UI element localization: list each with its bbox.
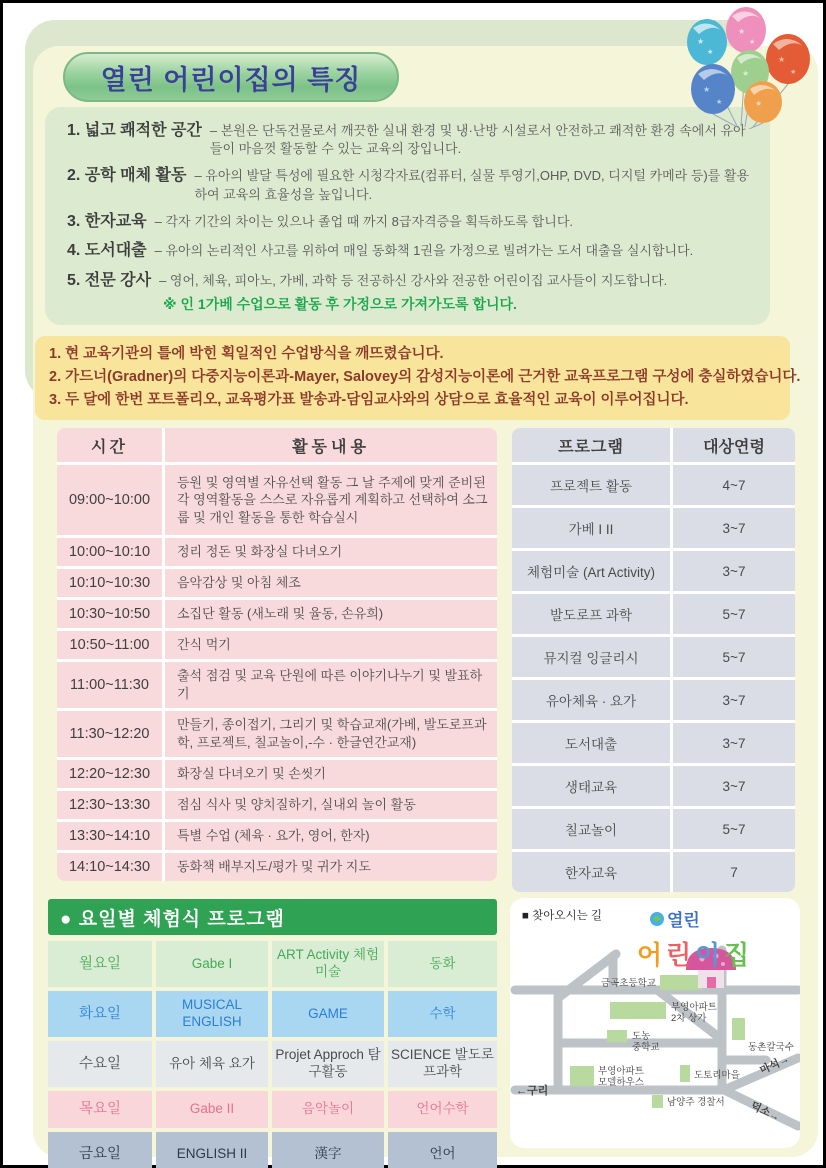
table-row — [512, 806, 795, 849]
age-cell: 4~7 — [670, 465, 795, 505]
day-cell: 수요일 — [48, 1041, 152, 1087]
schedule-header-time: 시간 — [91, 438, 128, 456]
age-cell: 3~7 — [670, 551, 795, 591]
weekly-cell: ENGLISH II — [156, 1132, 268, 1168]
table-row — [57, 708, 497, 757]
weekly-cell: 수학 — [388, 991, 497, 1037]
program-cell: 생태교육 — [564, 780, 618, 795]
table-row — [512, 505, 795, 548]
age-cell: 3~7 — [670, 680, 795, 720]
table-row — [57, 659, 497, 708]
feature-body: – 각자 기간의 차이는 있으나 졸업 때 까지 8급자격증을 획득하도록 합니다. — [154, 213, 573, 229]
feature-num: 5. — [67, 271, 81, 289]
svg-text:★: ★ — [738, 27, 746, 36]
svg-text:★: ★ — [707, 49, 714, 56]
table-row — [57, 850, 497, 881]
svg-text:★: ★ — [716, 99, 723, 106]
page-title: 열린 어린이집의 특징 — [100, 64, 362, 95]
activity-cell: 소집단 활동 (새노래 및 율동, 손유희) — [162, 600, 497, 628]
activity-cell: 정리 정돈 및 화장실 다녀오기 — [162, 538, 497, 566]
feature-body: – 유아의 논리적인 사고를 위하여 매일 동화책 1권을 가정으로 빌려가는 도서 대출을 실시합니다. — [154, 243, 694, 259]
weekly-section-title-bar — [48, 899, 497, 935]
highlight-line: 1. 현 교육기관의 틀에 박힌 획일적인 수업방식을 깨뜨렸습니다. — [49, 346, 444, 362]
weekly-cell: 음악놀이 — [272, 1091, 384, 1128]
logo-letter-4: 집 — [724, 940, 750, 970]
logo-line1: 열린 — [667, 911, 700, 930]
feature-note: ※ 인 1가베 수업으로 활동 후 가정으로 가져가도록 합니다. — [163, 295, 517, 312]
age-cell: 3~7 — [670, 723, 795, 763]
program-header-row — [512, 428, 795, 462]
table-row — [512, 763, 795, 806]
feature-num: 3. — [67, 212, 81, 230]
time-cell: 09:00~10:00 — [68, 492, 151, 508]
program-cell: 뮤지컬 잉글리시 — [543, 651, 639, 666]
map-place-police: 남양주 경찰서 — [667, 1097, 725, 1108]
weekly-section-title: ● 요일별 체험식 프로그램 — [60, 908, 285, 930]
program-cell: 유아체육 · 요가 — [545, 694, 637, 709]
activity-cell: 동화책 배부지도/평가 및 귀가 지도 — [162, 853, 497, 881]
time-cell: 12:30~13:30 — [68, 797, 151, 813]
program-cell: 칠교놀이 — [564, 823, 618, 838]
weekly-cell: 언어 — [388, 1132, 497, 1168]
table-row — [512, 849, 795, 892]
weekly-cell: 漢字 — [272, 1132, 384, 1168]
map-direction-guri: ←구리 — [516, 1085, 549, 1097]
weekly-cell: GAME — [272, 991, 384, 1037]
map-place-model-line1: 부영아파트 — [598, 1066, 644, 1077]
table-row — [512, 591, 795, 634]
features-box — [45, 107, 770, 325]
svg-text:★: ★ — [755, 99, 763, 108]
weekly-cell: 동화 — [388, 941, 497, 987]
program-cell: 도서대출 — [564, 737, 618, 752]
table-row — [48, 1132, 497, 1168]
map-place-school: 금곡초등학교 — [600, 978, 656, 989]
table-row — [48, 1041, 497, 1087]
table-row — [512, 548, 795, 591]
feature-body: – 본원은 단독건물로서 깨끗한 실내 환경 및 냉·난방 시설로서 안전하고 쾌적한 환경 속에서 유아들이 마음껏 활동할 수 있는 교육의 장입니다. — [209, 123, 746, 157]
feature-item — [67, 120, 752, 158]
weekly-cell: SCIENCE 발도로프과학 — [388, 1041, 497, 1087]
feature-heading: 전문 강사 — [84, 271, 152, 289]
age-cell: 5~7 — [670, 594, 795, 634]
activity-cell: 만들기, 종이접기, 그리기 및 학습교재(가베, 발도로프과학, 프로젝트, 칠교놀이,-수 · 한글연간교재) — [162, 711, 497, 757]
program-header-name: 프로그램 — [558, 438, 624, 456]
svg-text:★: ★ — [703, 85, 711, 94]
age-cell: 5~7 — [670, 809, 795, 849]
page-title-badge — [63, 52, 399, 102]
day-cell: 목요일 — [48, 1091, 152, 1128]
feature-heading: 넓고 쾌적한 공간 — [84, 122, 202, 139]
weekly-program-table — [48, 941, 497, 1168]
activity-cell: 특별 수업 (체육 · 요가, 영어, 한자) — [162, 822, 497, 850]
age-cell: 5~7 — [670, 637, 795, 677]
highlight-line: 3. 두 달에 한번 포트폴리오, 교육평가표 발송과-담임교사와의 상담으로 효율적인 교육이 이루어집니다. — [49, 392, 689, 408]
daily-schedule-table — [57, 428, 497, 881]
feature-item — [67, 240, 752, 262]
table-row — [57, 462, 497, 535]
table-row — [512, 677, 795, 720]
map-place-buyeong2-line2: 2차 상가 — [671, 1013, 707, 1024]
table-row — [512, 462, 795, 505]
day-cell: 금요일 — [48, 1132, 152, 1168]
program-cell: 가베 I II — [568, 522, 614, 537]
feature-item — [67, 270, 752, 292]
time-cell: 11:30~12:20 — [69, 726, 150, 742]
time-cell: 10:30~10:50 — [68, 606, 151, 622]
svg-text:★: ★ — [790, 69, 797, 76]
directions-map — [510, 898, 800, 1148]
feature-heading: 도서대출 — [84, 242, 147, 260]
map-place-model-line2: 모델하우스 — [598, 1077, 644, 1088]
activity-cell: 등원 및 영역별 자유선택 활동 그 날 주제에 맞게 준비된 각 영역활동을 스스로 자유롭게 계획하고 선택하여 소그룹 및 개인 활동을 통한 학습실시 — [162, 465, 497, 535]
svg-text:★: ★ — [778, 55, 786, 64]
weekly-cell: ART Activity 체험미술 — [272, 941, 384, 987]
feature-num: 4. — [67, 242, 81, 260]
feature-item — [67, 165, 752, 203]
activity-cell: 화장실 다녀오기 및 손씻기 — [162, 760, 497, 788]
map-direction-maseok: 마석→ — [758, 1052, 792, 1077]
activity-cell: 음악감상 및 아침 체조 — [162, 569, 497, 597]
time-cell: 14:10~14:30 — [68, 859, 151, 875]
table-row — [512, 634, 795, 677]
feature-item — [67, 211, 752, 233]
logo-letter-3: 이 — [695, 940, 721, 970]
svg-text:★: ★ — [749, 39, 756, 46]
feature-heading: 공학 매체 활동 — [84, 167, 187, 185]
weekly-cell: Projet Approch 탐구활동 — [272, 1041, 384, 1087]
feature-num: 1. — [67, 122, 81, 139]
map-place-donong-line2: 중학교 — [632, 1042, 660, 1053]
time-cell: 11:00~11:30 — [70, 677, 149, 693]
table-row — [57, 628, 497, 659]
activity-cell: 간식 먹기 — [162, 631, 497, 659]
age-cell: 7 — [670, 852, 795, 892]
map-direction-deokso: 덕소→ — [748, 1099, 782, 1124]
day-cell: 월요일 — [48, 941, 152, 987]
weekly-cell: MUSICAL ENGLISH — [156, 991, 268, 1037]
weekly-cell: 언어수학 — [388, 1091, 497, 1128]
feature-heading: 한자교육 — [84, 212, 147, 230]
time-cell: 10:00~10:10 — [68, 544, 151, 560]
map-place-buyeong2-line1: 부영아파트 — [671, 1002, 717, 1013]
program-cell: 발도로프 과학 — [550, 608, 632, 623]
table-row — [48, 1091, 497, 1128]
feature-body: – 영어, 체육, 피아노, 가베, 과학 등 전공하신 강사와 전공한 어린이집 교사들이 지도합니다. — [159, 272, 668, 288]
table-row — [48, 941, 497, 987]
table-row — [57, 597, 497, 628]
weekly-cell: 유아 체육 요가 — [156, 1041, 268, 1087]
time-cell: 10:10~10:30 — [68, 575, 151, 591]
balloons-illustration — [683, 4, 820, 134]
map-place-dotori: 도토리마을 — [694, 1070, 740, 1081]
table-row — [512, 720, 795, 763]
svg-text:★: ★ — [742, 69, 750, 78]
program-cell: 체험미술 (Art Activity) — [527, 565, 655, 580]
program-cell: 프로젝트 활동 — [550, 479, 632, 494]
table-row — [57, 819, 497, 850]
table-row — [57, 566, 497, 597]
program-cell: 한자교육 — [564, 866, 618, 881]
table-row — [57, 788, 497, 819]
table-row — [57, 535, 497, 566]
map-place-donong-line1: 도농 — [632, 1031, 651, 1042]
svg-text:★: ★ — [697, 37, 705, 46]
activity-cell: 출석 점검 및 교육 단원에 따른 이야기나누기 및 발표하기 — [162, 662, 497, 708]
weekly-cell: Gabe I — [156, 941, 268, 987]
feature-body: – 유아의 발달 특성에 필요한 시청각자료(컴퓨터, 실물 투영기,OHP, DVD, 디지털 카메라 등)를 활용하여 교육의 효율성을 높입니다. — [194, 168, 750, 202]
age-cell: 3~7 — [670, 766, 795, 806]
highlights-box — [35, 336, 801, 420]
map-place-dongchon: 동촌칼국수 — [748, 1042, 794, 1053]
time-cell: 10:50~11:00 — [69, 637, 150, 653]
day-cell: 화요일 — [48, 991, 152, 1037]
time-cell: 13:30~14:10 — [68, 828, 151, 844]
activity-cell: 점심 식사 및 양치질하기, 실내외 놀이 활동 — [162, 791, 497, 819]
table-row — [48, 991, 497, 1037]
age-cell: 3~7 — [670, 508, 795, 548]
feature-num: 2. — [67, 167, 81, 185]
program-age-table — [512, 428, 795, 892]
program-header-age: 대상연령 — [670, 428, 795, 462]
time-cell: 12:20~12:30 — [68, 766, 151, 782]
logo-letter-1: 어 — [637, 940, 663, 970]
logo-letter-2: 린 — [666, 940, 692, 970]
schedule-header-activity: 활동내용 — [162, 428, 497, 462]
map-title: ■ 찾아오시는 길 — [522, 910, 602, 922]
table-row — [57, 757, 497, 788]
schedule-header-row — [57, 428, 497, 462]
weekly-cell: Gabe II — [156, 1091, 268, 1128]
highlight-line: 2. 가드너(Gradner)의 다중지능이론과-Mayer, Salovey의 감성지능이론에 근거한 교육프로그램 구성에 충실하였습니다. — [49, 369, 801, 385]
